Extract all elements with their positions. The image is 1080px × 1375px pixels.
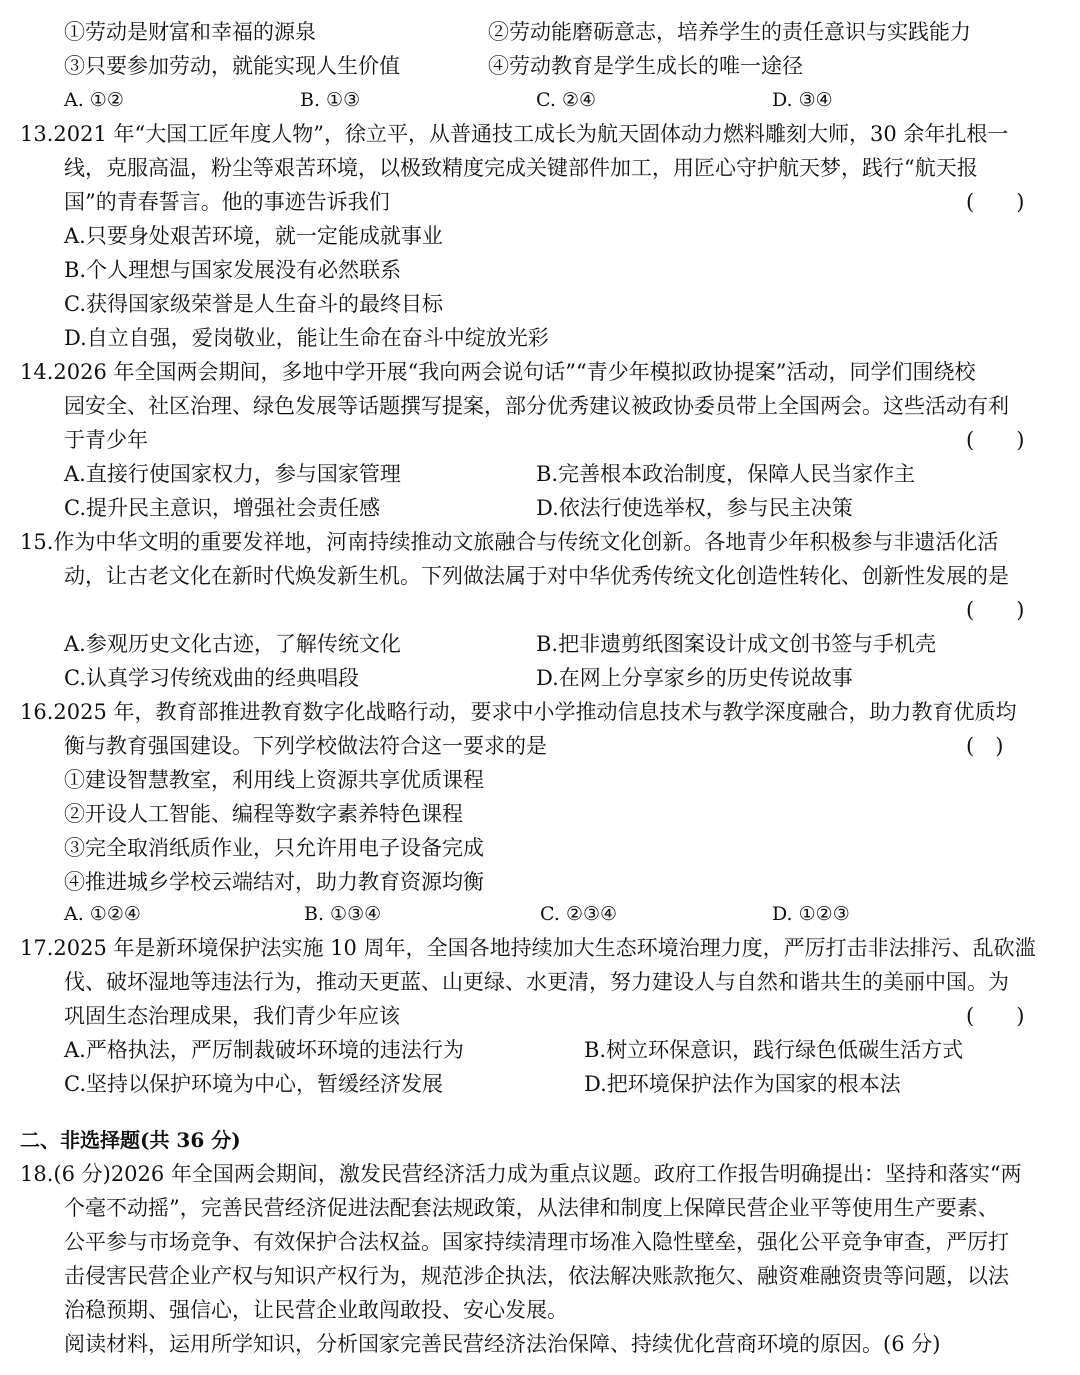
q15-stem-line-2: 动，让古老文化在新时代焕发新生机。下列做法属于对中华优秀传统文化创造性转化、创新性发展的是: [64, 564, 1009, 588]
q17-answer-blank: ( ): [966, 1004, 1025, 1028]
q13-option-b: B.个人理想与国家发展没有必然联系: [64, 258, 402, 282]
q12-option-a: A. ①②: [64, 89, 124, 111]
q17-option-d: D.把环境保护法作为国家的根本法: [584, 1072, 901, 1096]
q16-option-a: A. ①②④: [64, 903, 141, 925]
q15-option-b: B.把非遗剪纸图案设计成文创书签与手机壳: [536, 632, 937, 656]
q14-stem-line-2: 园安全、社区治理、绿色发展等话题撰写提案，部分优秀建议被政协委员带上全国两会。这些活动有利: [64, 394, 1009, 418]
q14-option-a: A.直接行使国家权力，参与国家管理: [64, 462, 401, 486]
q12-statement-3: ③只要参加劳动，就能实现人生价值: [64, 54, 400, 78]
q18-stem-line-3: 公平参与市场竞争、有效保护合法权益。国家持续清理市场准入隐性壁垒，强化公平竞争审查，严厉打: [64, 1230, 1009, 1254]
q16-statement-1: ①建设智慧教室，利用线上资源共享优质课程: [64, 768, 484, 792]
q13-stem-line-2: 线，克服高温，粉尘等艰苦环境，以极致精度完成关键部件加工，用匠心守护航天梦，践行“航天报: [64, 156, 978, 180]
q17-stem-line-3: 巩固生态治理成果，我们青少年应该: [64, 1004, 400, 1028]
q18-stem-line-2: 个毫不动摇”，完善民营经济促进法配套法规政策，从法律和制度上保障民营企业平等使用生产要素、: [64, 1196, 999, 1220]
q17-option-a: A.严格执法，严厉制裁破坏环境的违法行为: [64, 1038, 464, 1062]
q13-option-d: D.自立自强，爱岗敬业，能让生命在奋斗中绽放光彩: [64, 326, 549, 350]
q18-stem-line-4: 击侵害民营企业产权与知识产权行为，规范涉企执法，依法解决账款拖欠、融资难融资贵等问题，以法: [64, 1264, 1009, 1288]
q12-option-d: D. ③④: [772, 89, 833, 111]
q14-option-d: D.依法行使选举权，参与民主决策: [536, 496, 853, 520]
q14-option-c: C.提升民主意识，增强社会责任感: [64, 496, 380, 520]
q13-answer-blank: ( ): [966, 190, 1025, 214]
q14-stem-line-3: 于青少年: [64, 428, 148, 452]
q12-statement-2: ②劳动能磨砺意志，培养学生的责任意识与实践能力: [488, 20, 971, 44]
q16-stem-line-2: 衡与教育强国建设。下列学校做法符合这一要求的是: [64, 734, 547, 758]
q13-option-a: A.只要身处艰苦环境，就一定能成就事业: [64, 224, 443, 248]
q18-stem-line-1: 18.(6 分)2026 年全国两会期间，激发民营经济活力成为重点议题。政府工作报告明确提出：坚持和落实“两: [20, 1162, 1022, 1186]
q16-statement-4: ④推进城乡学校云端结对，助力教育资源均衡: [64, 870, 484, 894]
q12-statement-1: ①劳动是财富和幸福的源泉: [64, 20, 316, 44]
section-2-heading: 二、非选择题(共 36 分): [20, 1128, 241, 1152]
q13-option-c: C.获得国家级荣誉是人生奋斗的最终目标: [64, 292, 443, 316]
q17-option-b: B.树立环保意识，践行绿色低碳生活方式: [584, 1038, 964, 1062]
q17-stem-line-1: 17.2025 年是新环境保护法实施 10 周年，全国各地持续加大生态环境治理力度，严厉打击非法排污、乱砍滥: [20, 936, 1036, 960]
q16-option-b: B. ①③④: [304, 903, 382, 925]
q15-option-d: D.在网上分享家乡的历史传说故事: [536, 666, 853, 690]
q18-stem-line-5: 治稳预期、强信心，让民营企业敢闯敢投、安心发展。: [64, 1298, 568, 1322]
q13-stem-line-1: 13.2021 年“大国工匠年度人物”，徐立平，从普通技工成长为航天固体动力燃料雕刻大师，30 余年扎根一: [20, 122, 1009, 146]
q16-statement-3: ③完全取消纸质作业，只允许用电子设备完成: [64, 836, 484, 860]
q18-instruction: 阅读材料，运用所学知识，分析国家完善民营经济法治保障、持续优化营商环境的原因。(6 分): [64, 1332, 941, 1356]
q12-option-b: B. ①③: [300, 89, 361, 111]
q17-stem-line-2: 伐、破坏湿地等违法行为，推动天更蓝、山更绿、水更清，努力建设人与自然和谐共生的美丽中国。为: [64, 970, 1009, 994]
q14-answer-blank: ( ): [966, 428, 1025, 452]
q15-option-a: A.参观历史文化古迹，了解传统文化: [64, 632, 401, 656]
q16-stem-line-1: 16.2025 年，教育部推进教育数字化战略行动，要求中小学推动信息技术与教学深度融合，助力教育优质均: [20, 700, 1017, 724]
q13-stem-line-3: 国”的青春誓言。他的事迹告诉我们: [64, 190, 390, 214]
q16-answer-blank: ( ): [966, 734, 1004, 758]
q15-option-c: C.认真学习传统戏曲的经典唱段: [64, 666, 359, 690]
q12-statement-4: ④劳动教育是学生成长的唯一途径: [488, 54, 803, 78]
q17-option-c: C.坚持以保护环境为中心，暂缓经济发展: [64, 1072, 443, 1096]
q14-option-b: B.完善根本政治制度，保障人民当家作主: [536, 462, 916, 486]
q16-option-c: C. ②③④: [540, 903, 618, 925]
q16-statement-2: ②开设人工智能、编程等数字素养特色课程: [64, 802, 463, 826]
q15-stem-line-1: 15.作为中华文明的重要发祥地，河南持续推动文旅融合与传统文化创新。各地青少年积极参与非遗活化活: [20, 530, 999, 554]
q12-option-c: C. ②④: [536, 89, 597, 111]
q14-stem-line-1: 14.2026 年全国两会期间，多地中学开展“我向两会说句话”“青少年模拟政协提案”活动，同学们围绕校: [20, 360, 976, 384]
q15-answer-blank: ( ): [966, 598, 1025, 622]
q16-option-d: D. ①②③: [772, 903, 850, 925]
